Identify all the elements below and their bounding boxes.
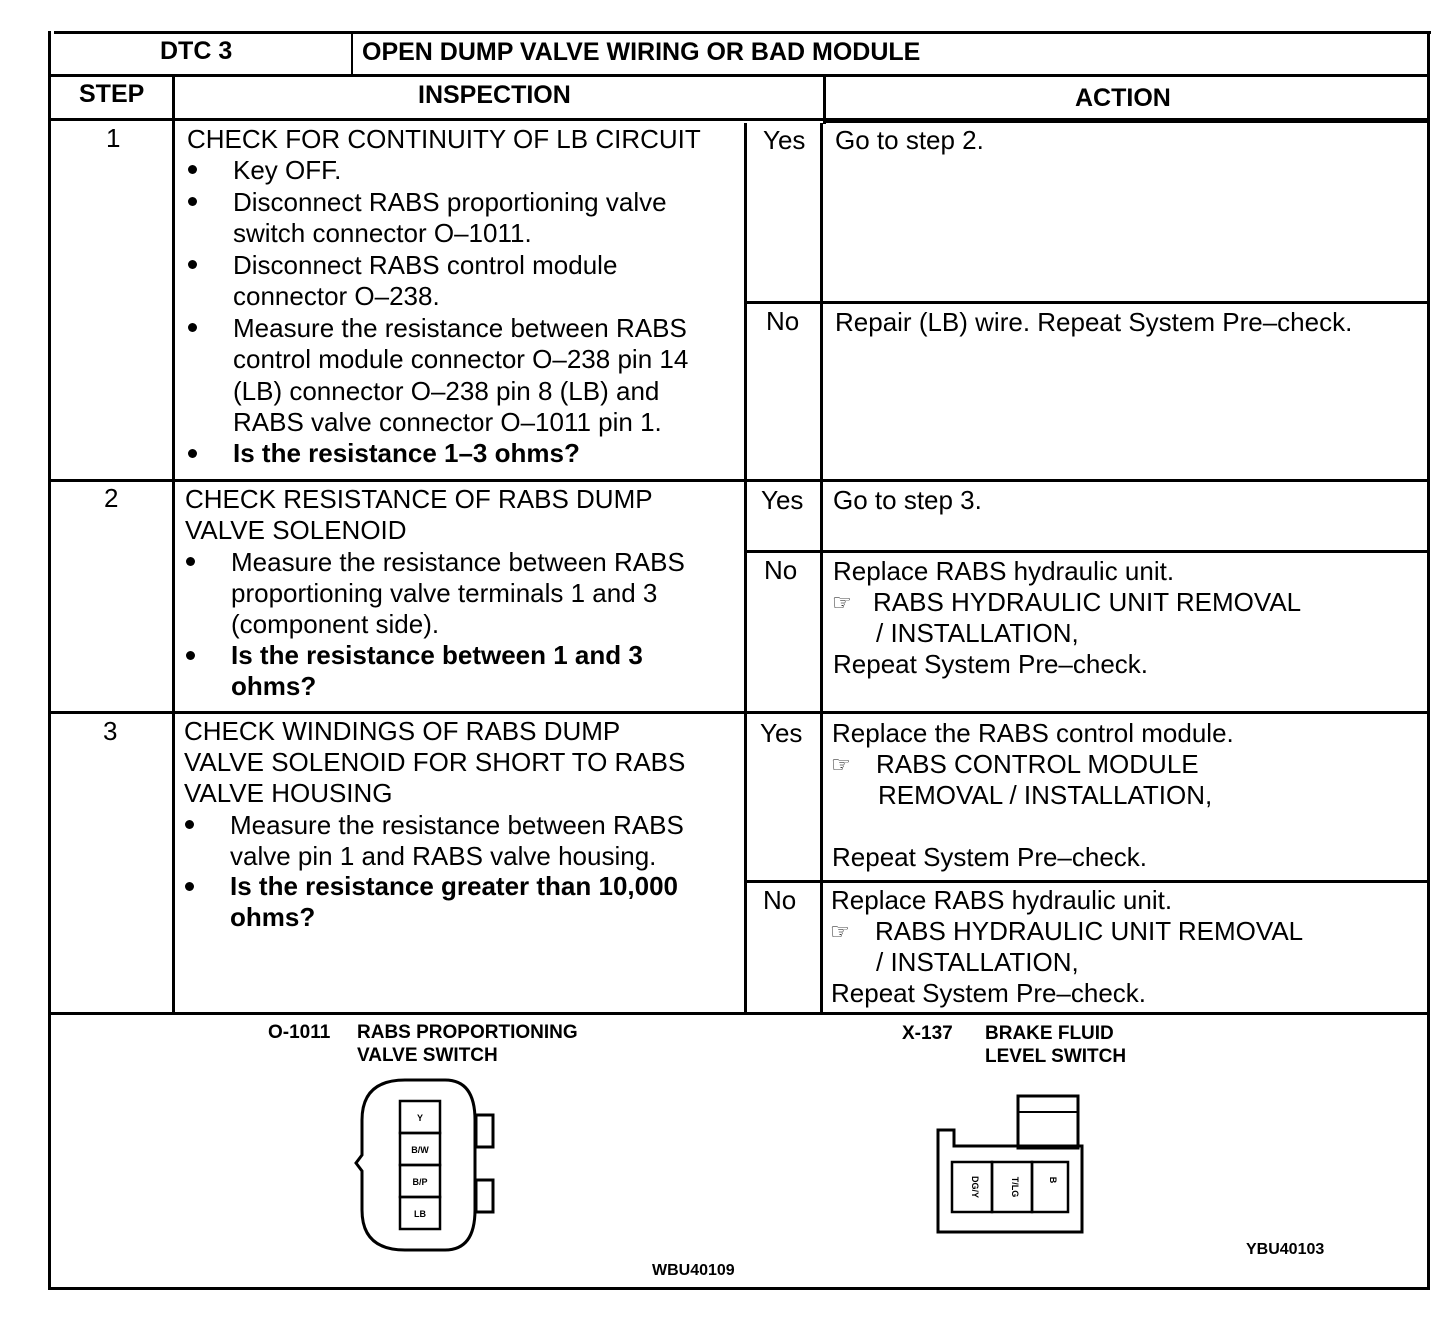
bullet xyxy=(186,557,195,566)
action-text: Go to step 2. xyxy=(835,125,984,155)
no-label: No xyxy=(766,306,800,336)
col-step-divider xyxy=(172,76,175,1015)
bullet xyxy=(188,197,197,206)
connector-name: VALVE SWITCH xyxy=(357,1045,498,1066)
reference-link[interactable]: RABS HYDRAULIC UNIT REMOVAL xyxy=(875,916,1304,946)
bullet xyxy=(185,820,194,829)
bullet xyxy=(186,651,195,660)
action-text: Replace RABS hydraulic unit. xyxy=(833,556,1175,586)
inspection-heading: VALVE SOLENOID FOR SHORT TO RABS xyxy=(184,747,686,777)
row2-bottom xyxy=(50,711,1429,714)
pin-label: Y xyxy=(416,1113,424,1123)
rabs-proportioning-valve-connector-diagram xyxy=(350,1075,510,1260)
action-text: Go to step 3. xyxy=(833,485,982,515)
table-border-bottom xyxy=(48,1287,1428,1290)
col-header-inspection: INSPECTION xyxy=(418,81,571,109)
bullet xyxy=(185,882,194,891)
reference-link[interactable]: REMOVAL / INSTALLATION, xyxy=(878,780,1213,810)
connector-latch xyxy=(476,1180,493,1212)
inspection-bullet-text: (LB) connector O–238 pin 8 (LB) and xyxy=(233,376,660,406)
bullet xyxy=(188,323,197,332)
action-text: Replace RABS hydraulic unit. xyxy=(831,885,1173,915)
inspection-bullet-text: Disconnect RABS control module xyxy=(233,250,618,280)
pointing-hand-icon: ☞ xyxy=(832,590,852,615)
title-divider xyxy=(351,31,353,75)
inspection-heading: VALVE SOLENOID xyxy=(185,515,407,545)
inspection-bullet-text: switch connector O–1011. xyxy=(233,218,532,248)
pin-label: B/W xyxy=(411,1145,429,1155)
inspection-heading: CHECK FOR CONTINUITY OF LB CIRCUIT xyxy=(187,124,701,154)
bullet xyxy=(188,449,197,458)
inspection-heading: CHECK RESISTANCE OF RABS DUMP xyxy=(185,484,653,514)
connector-lock-tab xyxy=(1018,1096,1078,1148)
inspection-question: ohms? xyxy=(231,671,317,701)
pointing-hand-icon: ☞ xyxy=(830,919,850,944)
pin-label: B/P xyxy=(412,1177,428,1187)
reference-link[interactable]: RABS CONTROL MODULE xyxy=(876,749,1199,779)
inspection-bullet-text: Measure the resistance between RABS xyxy=(230,810,684,840)
table-border-left xyxy=(48,31,51,1290)
col-inspection-divider xyxy=(823,76,826,124)
col-header-action: ACTION xyxy=(1075,84,1171,112)
figure-id: YBU40103 xyxy=(1246,1241,1325,1258)
action-header-line xyxy=(825,121,1429,123)
inspection-heading: CHECK WINDINGS OF RABS DUMP xyxy=(184,716,621,746)
inspection-question: Is the resistance 1–3 ohms? xyxy=(233,438,580,468)
reference-link[interactable]: / INSTALLATION, xyxy=(876,618,1079,648)
inspection-bullet-text: connector O–238. xyxy=(233,281,440,311)
dtc-title: OPEN DUMP VALVE WIRING OR BAD MODULE xyxy=(362,38,921,66)
inspection-question: Is the resistance greater than 10,000 xyxy=(230,871,679,901)
reference-link[interactable]: / INSTALLATION, xyxy=(876,947,1079,977)
step3-yes-no-divider xyxy=(746,880,1429,883)
inspection-question: ohms? xyxy=(230,902,316,932)
pin-label: B xyxy=(1048,1176,1058,1184)
table-border-top xyxy=(54,31,1431,34)
action-text: Repeat System Pre–check. xyxy=(833,649,1149,679)
inspection-bullet-text: Disconnect RABS proportioning valve xyxy=(233,187,667,217)
inspection-bullet-text: valve pin 1 and RABS valve housing. xyxy=(230,841,657,871)
inspection-question: Is the resistance between 1 and 3 xyxy=(231,640,643,670)
header-line-1 xyxy=(50,74,1429,77)
pin-label: LB xyxy=(414,1209,426,1219)
step-number: 2 xyxy=(104,483,119,513)
brake-fluid-level-switch-connector-diagram xyxy=(930,1090,1090,1240)
action-text: Repeat System Pre–check. xyxy=(832,842,1148,872)
no-label: No xyxy=(764,555,798,585)
step2-yes-no-divider xyxy=(746,550,1429,553)
inspection-bullet-text: control module connector O–238 pin 14 xyxy=(233,344,689,374)
dtc-code: DTC 3 xyxy=(160,37,233,65)
connector-housing xyxy=(938,1130,1082,1232)
inspection-bullet-text: (component side). xyxy=(231,609,440,639)
figure-id: WBU40109 xyxy=(652,1262,735,1279)
inspection-heading: VALVE HOUSING xyxy=(184,778,393,808)
connector-name: BRAKE FLUID xyxy=(985,1023,1114,1044)
no-label: No xyxy=(763,885,797,915)
connector-name: LEVEL SWITCH xyxy=(985,1046,1127,1067)
pin-cavity xyxy=(1032,1162,1068,1212)
inspection-bullet-text: Measure the resistance between RABS xyxy=(231,547,685,577)
inspection-bullet-text: proportioning valve terminals 1 and 3 xyxy=(231,578,658,608)
col-header-step: STEP xyxy=(79,80,145,108)
table-border-right xyxy=(1427,31,1430,1290)
action-text: Repair (LB) wire. Repeat System Pre–check. xyxy=(835,307,1353,337)
reference-link[interactable]: RABS HYDRAULIC UNIT REMOVAL xyxy=(873,587,1302,617)
row3-bottom xyxy=(50,1012,1429,1015)
connector-latch xyxy=(476,1115,493,1147)
yes-label: Yes xyxy=(763,125,806,155)
row1-bottom xyxy=(50,479,1429,482)
action-text: Repeat System Pre–check. xyxy=(831,978,1147,1008)
inspection-bullet-text: RABS valve connector O–1011 pin 1. xyxy=(233,407,662,437)
yes-label: Yes xyxy=(761,485,804,515)
yes-label: Yes xyxy=(760,718,803,748)
step-number: 3 xyxy=(103,716,118,746)
bullet xyxy=(188,165,197,174)
step-number: 1 xyxy=(106,123,121,153)
pin-label: DG/Y xyxy=(970,1175,980,1199)
pin-label: T/LG xyxy=(1010,1176,1020,1198)
pointing-hand-icon: ☞ xyxy=(831,752,851,777)
connector-code: X-137 xyxy=(902,1023,953,1044)
bullet xyxy=(188,260,197,269)
inspection-bullet-text: Measure the resistance between RABS xyxy=(233,313,687,343)
connector-code: O-1011 xyxy=(268,1022,331,1043)
action-text: Replace the RABS control module. xyxy=(832,718,1234,748)
step1-yes-no-divider xyxy=(746,301,1429,304)
inspection-bullet-text: Key OFF. xyxy=(233,155,342,185)
connector-name: RABS PROPORTIONING xyxy=(357,1022,578,1043)
